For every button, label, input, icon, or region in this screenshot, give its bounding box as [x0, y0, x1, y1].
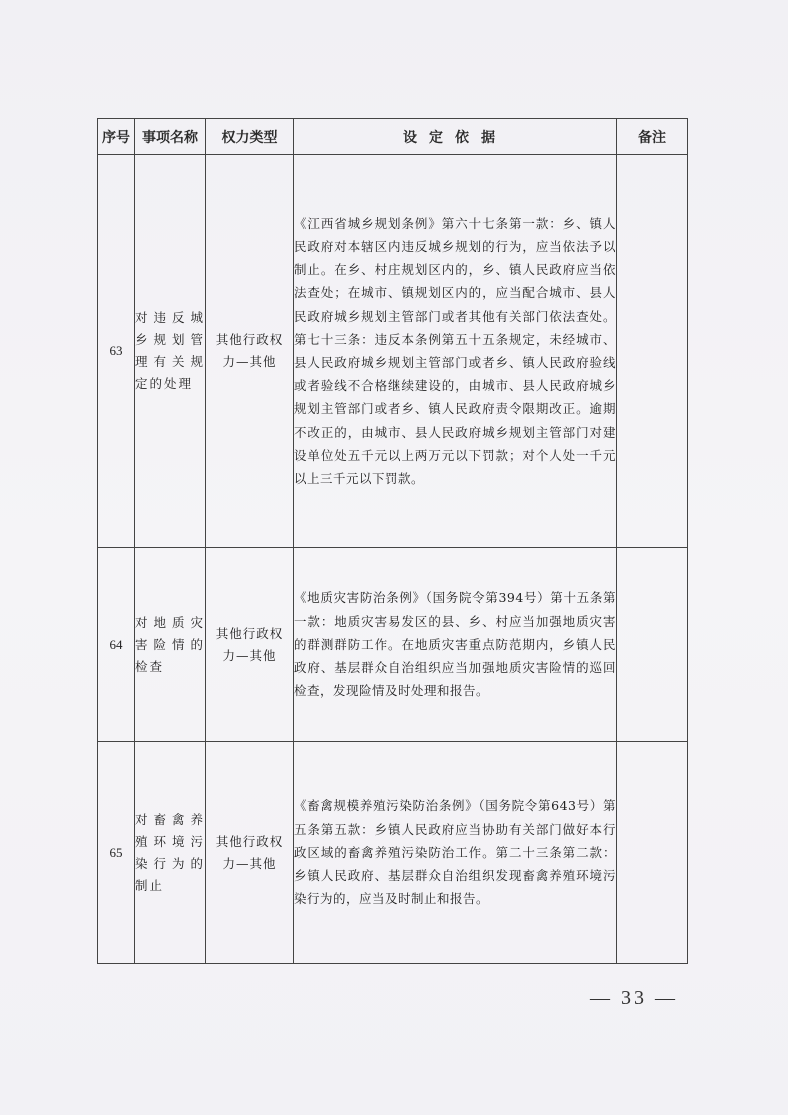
row-basis: 《地质灾害防治条例》（国务院令第394号）第十五条第一款：地质灾害易发区的县、乡、村应当加强地质灾害的群测群防工作。在地质灾害重点防范期内，乡镇人民政府、基层群众自治组织应当加强地质灾害险情的巡回检查，发现险情及时处理和报告。 [294, 548, 617, 742]
row-power-type [206, 548, 294, 742]
row-power-type [206, 742, 294, 964]
table-row [98, 155, 688, 548]
row-power-type-text: 其他行政权力—其他 [215, 332, 284, 369]
row-number: 65 [98, 742, 135, 964]
row-basis: 《江西省城乡规划条例》第六十七条第一款：乡、镇人民政府对本辖区内违反城乡规划的行为，应当依法予以制止。在乡、村庄规划区内的，乡、镇人民政府应当依法查处；在城市、镇规划区内的，应当配合城市、县人民政府城乡规划主管部门或者其他有关部门依法查处。第七十三条：违反本条例第五十五条规定，未经城市、县人民政府城乡规划主管部门或者乡、镇人民政府验线或者验线不合格继续建设的，由城市、县人民政府城乡规划主管部门或者乡、镇人民政府责令限期改正。逾期不改正的，由城市、县人民政府城乡规划主管部门对建设单位处五千元以上两万元以下罚款；对个人处一千元以上三千元以下罚款。 [294, 155, 617, 548]
power-list-table [97, 118, 688, 964]
header-remark: 备注 [617, 119, 688, 155]
row-power-type-text: 其他行政权力—其他 [215, 833, 284, 871]
header-type: 权力类型 [206, 119, 294, 155]
header-number: 序号 [98, 119, 135, 155]
row-item-name: 对违反城乡规划管理有关规定的处理 [135, 155, 206, 548]
header-name: 事项名称 [135, 119, 206, 155]
row-power-type-text: 其他行政权力—其他 [215, 625, 284, 663]
row-remark [617, 742, 688, 964]
table-row [98, 548, 688, 742]
row-item-name: 对地质灾害险情的检查 [135, 548, 206, 742]
row-number: 64 [98, 548, 135, 742]
row-power-type [206, 155, 294, 548]
row-remark [617, 548, 688, 742]
row-item-name: 对畜禽养殖环境污染行为的制止 [135, 742, 206, 964]
header-basis: 设定依据 [294, 119, 617, 155]
row-number: 63 [98, 155, 135, 548]
table-row [98, 742, 688, 964]
table-header-row [98, 119, 688, 155]
row-remark [617, 155, 688, 548]
page-number: — 33 — [590, 987, 678, 1009]
row-basis: 《畜禽规模养殖污染防治条例》（国务院令第643号）第五条第五款：乡镇人民政府应当协助有关部门做好本行政区域的畜禽养殖污染防治工作。第二十三条第二款：乡镇人民政府、基层群众自治组织发现畜禽养殖环境污染行为的，应当及时制止和报告。 [294, 742, 617, 964]
